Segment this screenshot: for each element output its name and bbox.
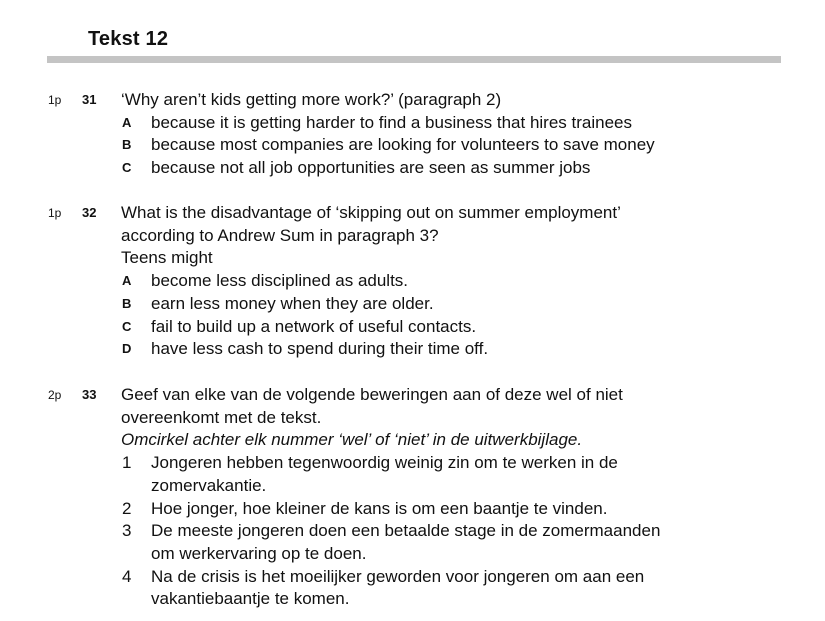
- option-text: have less cash to spend during their time off.: [151, 339, 489, 359]
- option-text: because not all job opportunities are seen as summer jobs: [151, 158, 591, 178]
- statement-text: vakantiebaantje te komen.: [151, 589, 350, 609]
- statement-number: 2: [122, 498, 132, 518]
- statement-4: [121, 566, 761, 611]
- statement-1: [121, 452, 761, 497]
- question-stem-line: according to Andrew Sum in paragraph 3?: [121, 225, 439, 245]
- question-points: 2p: [48, 388, 62, 402]
- answer-option-c[interactable]: [121, 157, 761, 180]
- statement-text: Jongeren hebben tegenwoordig weinig zin om te werken in de: [151, 453, 618, 473]
- question-number: 32: [82, 205, 97, 220]
- option-letter: B: [122, 137, 132, 153]
- question-number: 31: [82, 92, 97, 107]
- statement-text: Hoe jonger, hoe kleiner de kans is om een baantje te vinden.: [151, 498, 608, 518]
- statement-2: [121, 498, 761, 521]
- statement-text: De meeste jongeren doen een betaalde stage in de zomermaanden: [151, 521, 661, 541]
- option-text: become less disciplined as adults.: [151, 271, 409, 291]
- option-letter: A: [122, 114, 132, 130]
- question-stem-line: overeenkomt met de tekst.: [121, 407, 322, 427]
- question-stem-line: Geef van elke van de volgende beweringen aan of deze wel of niet: [121, 385, 623, 404]
- header-divider: [47, 56, 781, 63]
- statement-number: 1: [122, 453, 132, 473]
- option-letter: B: [122, 295, 132, 311]
- option-text: earn less money when they are older.: [151, 293, 434, 313]
- question-stem-line: Teens might: [121, 248, 213, 268]
- statement-number: 3: [122, 521, 132, 541]
- answer-option-d[interactable]: [121, 338, 761, 361]
- statement-text: Na de crisis is het moeilijker geworden voor jongeren om aan een: [151, 566, 645, 586]
- question-instruction: Omcirkel achter elk nummer ‘wel’ of ‘niet’ in de uitwerkbijlage.: [121, 430, 583, 450]
- question-points: 1p: [48, 93, 62, 107]
- option-text: fail to build up a network of useful contacts.: [151, 316, 477, 336]
- option-letter: D: [122, 341, 132, 357]
- answer-option-a[interactable]: [121, 112, 761, 135]
- option-letter: A: [122, 273, 132, 289]
- statement-number: 4: [122, 566, 132, 586]
- option-text: because most companies are looking for volunteers to save money: [151, 135, 655, 155]
- option-letter: C: [122, 160, 132, 176]
- answer-option-c[interactable]: [121, 316, 761, 339]
- statement-text: zomervakantie.: [151, 475, 267, 495]
- section-title: Tekst 12: [88, 28, 169, 50]
- question-points: 1p: [48, 206, 62, 220]
- statement-text: om werkervaring op te doen.: [151, 543, 367, 563]
- question-stem-line: What is the disadvantage of ‘skipping out on summer employment’: [121, 203, 621, 222]
- answer-option-b[interactable]: [121, 134, 761, 157]
- option-letter: C: [122, 318, 132, 334]
- answer-option-a[interactable]: [121, 270, 761, 293]
- answer-option-b[interactable]: [121, 293, 761, 316]
- question-stem: ‘Why aren’t kids getting more work?’ (paragraph 2): [121, 90, 502, 109]
- question-number: 33: [82, 387, 97, 402]
- option-text: because it is getting harder to find a business that hires trainees: [151, 112, 633, 132]
- statement-3: [121, 520, 761, 565]
